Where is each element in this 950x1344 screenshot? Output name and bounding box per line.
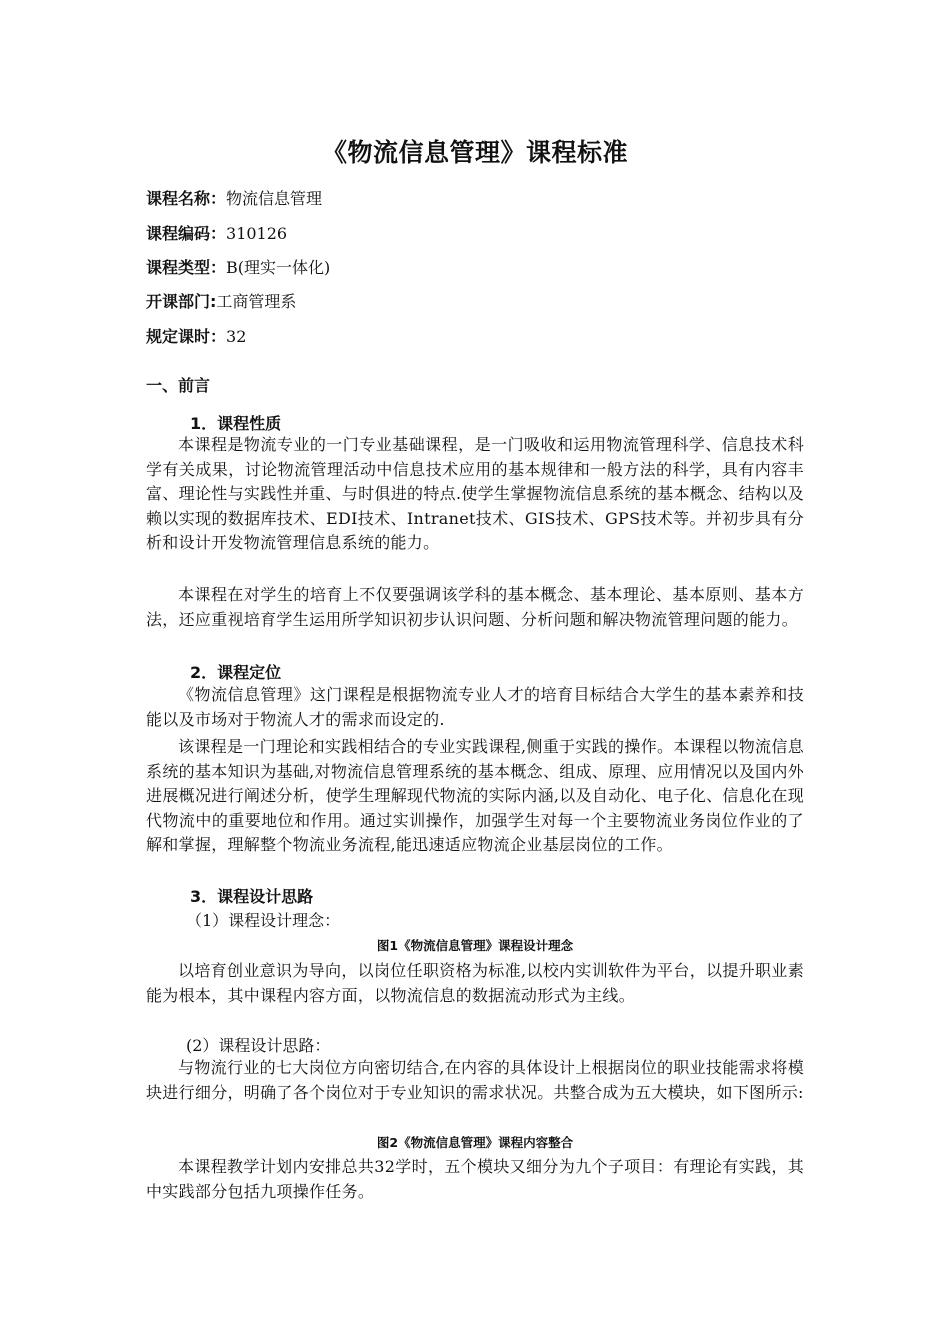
document-title: 《物流信息管理》课程标准 [321,138,628,167]
meta-key: 课程编码： [146,224,227,243]
figure-caption-1: 图1《物流信息管理》课程设计理念 [376,938,574,953]
meta-hours [146,326,246,348]
subsection-heading-position: 2．课程定位 [190,663,282,682]
meta-department [146,291,296,313]
subsection-heading-nature: 1．课程性质 [190,414,282,433]
paragraph-design-2: 与物流行业的七大岗位方向密切结合,在内容的具体设计上根据岗位的职业技能需求将模块进行细分，明确了各个岗位对于专业知识的需求状况。共整合成为五大模块，如下图所示: [146,1058,804,1102]
paragraph-position-2: 该课程是一门理论和实践相结合的专业实践课程,侧重于实践的操作。本课程以物流信息系统的基本知识为基础,对物流信息管理系统的基本概念、组成、原理、应用情况以及国内外进展概况进行阐述分析，使学生理解现代物流的实际内涵,以及自动化、电子化、信息化在现代物流中的重要地位和作用。通过实训操作，加强学生对每一个主要物流业务岗位作业的了解和掌握，理解整个物流业务流程,能迅速适应物流企业基层岗位的工作。 [146,737,804,854]
meta-course-code [146,223,287,245]
meta-value: B(理实一体化) [226,258,331,277]
meta-value: 310126 [226,224,288,243]
paragraph-design-3: 本课程教学计划内安排总共32学时，五个模块又细分为九个子项目：有理论有实践，其中实践部分包括九项操作任务。 [146,1157,804,1201]
paragraph-position-1: 《物流信息管理》这门课程是根据物流专业人才的培育目标结合大学生的基本素养和技能以及市场对于物流人才的需求而设定的. [146,685,804,729]
section-heading-preface: 一、前言 [146,376,211,395]
paragraph-design-1: 以培育创业意识为导向，以岗位任职资格为标准,以校内实训软件为平台，以提升职业素能为根本，其中课程内容方面，以物流信息的数据流动形式为主线。 [146,961,804,1005]
design-idea-label: (2）课程设计思路： [186,1036,331,1055]
figure-caption-2: 图2《物流信息管理》课程内容整合 [376,1135,574,1150]
meta-key: 课程名称： [146,189,227,208]
meta-key: 开课部门: [146,292,217,311]
meta-value: 32 [226,327,247,346]
meta-key: 课程类型： [146,258,227,277]
paragraph-nature-2: 本课程在对学生的培育上不仅要强调该学科的基本概念、基本理论、基本原则、基本方法，还应重视培育学生运用所学知识初步认识问题、分析问题和解决物流管理问题的能力。 [146,585,804,629]
meta-value: 物流信息管理 [226,189,323,208]
meta-course-name [146,188,322,210]
meta-value: 工商管理系 [216,292,297,311]
design-concept-label: （1）课程设计理念： [186,911,341,930]
meta-key: 规定课时： [146,327,227,346]
paragraph-nature-1: 本课程是物流专业的一门专业基础课程，是一门吸收和运用物流管理科学、信息技术科学有关成果，讨论物流管理活动中信息技术应用的基本规律和一般方法的科学，具有内容丰富、理论性与实践性并重、与时俱进的特点.使学生掌握物流信息系统的基本概念、结构以及赖以实现的数据库技术、EDI技术、Intranet技术、GIS技术、GPS技术等。并初步具有分析和设计开发物流管理信息系统的能力。 [146,435,804,552]
subsection-heading-design: 3．课程设计思路 [190,887,314,906]
meta-course-type [146,257,330,279]
